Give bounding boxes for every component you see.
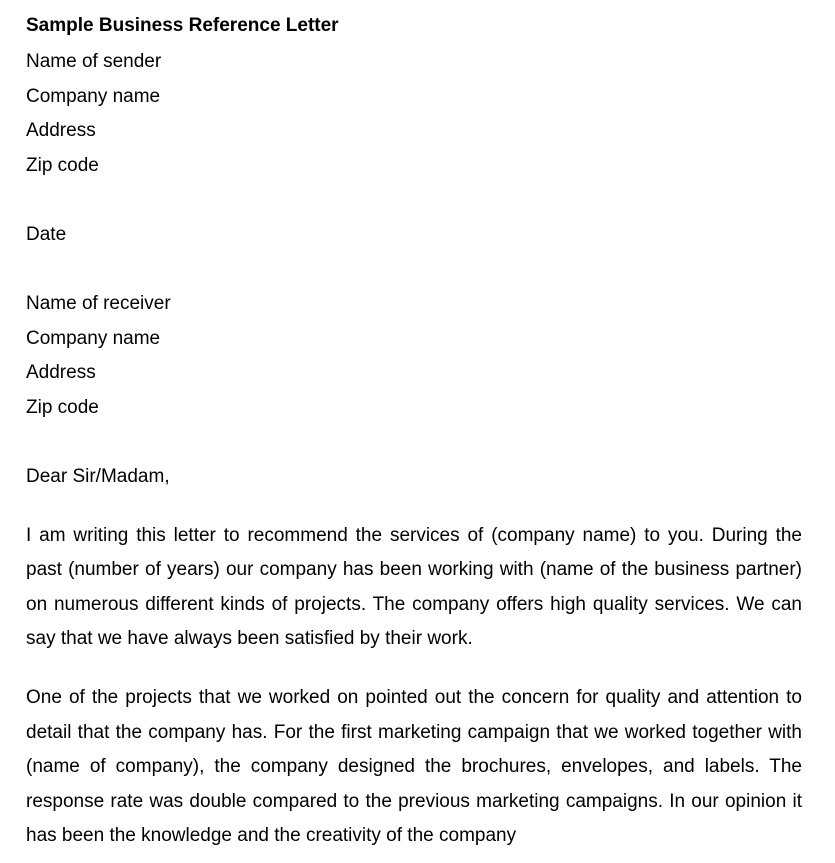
- body-paragraph-2: One of the projects that we worked on pointed out the concern for quality and attention to detail that the company has. For the first marketing campaign that we worked together with (name of company), the company designed the brochures, envelopes, and labels. The response rate was double compared to the previous marketing campaigns. In our opinion it has been the knowledge and the creativity of the company: [26, 687, 802, 846]
- salutation: Dear Sir/Madam,: [26, 466, 170, 488]
- receiver-address: Address: [26, 362, 96, 384]
- letter-title: Sample Business Reference Letter: [26, 15, 339, 36]
- spacer: [26, 253, 802, 288]
- spacer: [26, 495, 802, 519]
- receiver-block: [26, 287, 802, 425]
- spacer: [26, 656, 802, 681]
- receiver-zip: Zip code: [26, 396, 99, 418]
- sender-company: Company name: [26, 85, 161, 107]
- sender-block: [26, 45, 802, 183]
- letter-page: [26, 13, 802, 853]
- spacer: [26, 183, 802, 218]
- sender-address: Address: [26, 120, 96, 142]
- receiver-name: Name of receiver: [26, 293, 171, 315]
- sender-zip: Zip code: [26, 154, 99, 176]
- spacer: [26, 426, 802, 461]
- receiver-company: Company name: [26, 327, 161, 349]
- body-paragraph-1: I am writing this letter to recommend the services of (company name) to you. During the past (number of years) our company has been working with (name of the business partner) on numerous different kinds of projects. The company offers high quality services. We can say that we have always been satisfied by their work.: [26, 524, 802, 649]
- sender-name: Name of sender: [26, 51, 162, 72]
- letter-date: Date: [26, 223, 67, 245]
